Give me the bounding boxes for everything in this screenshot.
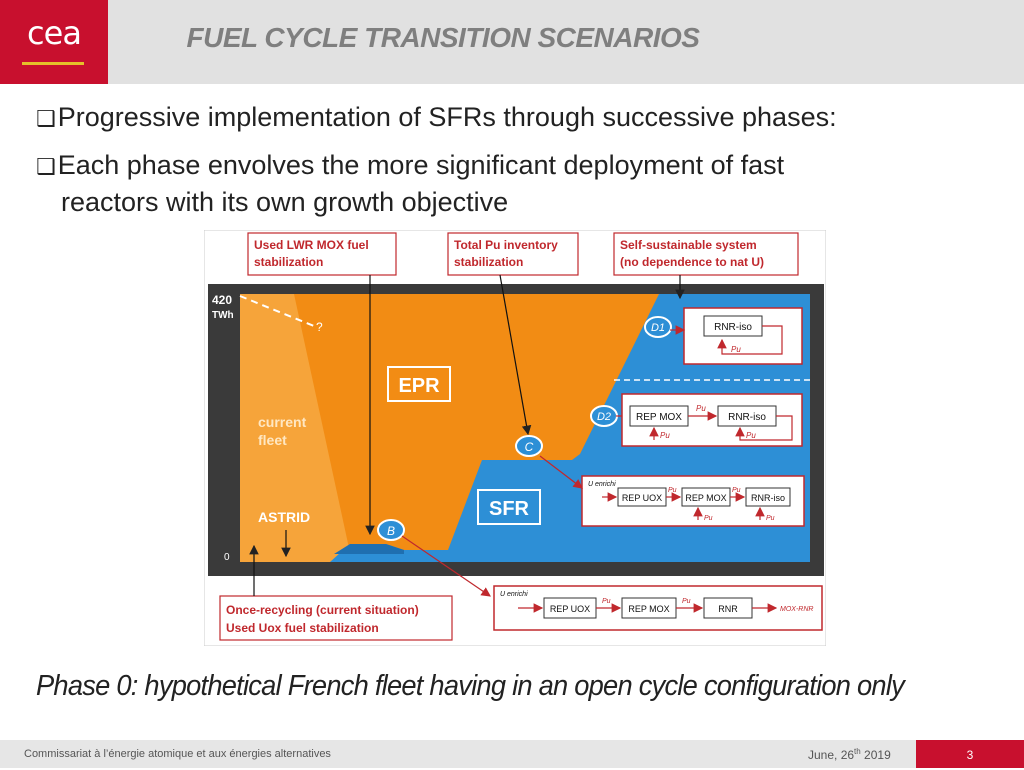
scheme-b-rep-mox: REP MOX	[628, 604, 670, 614]
bullet-text-line1: Each phase envolves the more significant deployment of fast	[57, 150, 785, 180]
scheme-c-rnr-iso: RNR-iso	[750, 493, 786, 503]
logo-text: cea	[27, 14, 81, 52]
callout-once-line1: Once-recycling (current situation)	[226, 603, 419, 617]
scheme-d1-pu: Pu	[731, 345, 741, 354]
transition-scenario-figure	[204, 230, 826, 646]
callout-pu-line1: Total Pu inventory	[454, 238, 558, 252]
sfr-label: SFR	[489, 498, 529, 520]
callout-self-line1: Self-sustainable system	[620, 238, 757, 252]
scheme-c-pu-3: Pu	[704, 515, 713, 522]
slide-title: FUEL CYCLE TRANSITION SCENARIOS	[186, 22, 700, 53]
bullet-text: Progressive implementation of SFRs through successive phases:	[57, 102, 837, 132]
callout-self-line2: (no dependence to nat U)	[620, 255, 764, 269]
marker-d1-label: D1	[650, 322, 666, 334]
bullet-each-phase	[36, 148, 996, 219]
scheme-d2-rep-mox: REP MOX	[636, 412, 682, 423]
scheme-d2-rnr-iso: RNR-iso	[728, 412, 766, 423]
scheme-d2-pu-mid: Pu	[696, 404, 706, 413]
footer-date	[808, 747, 891, 762]
scheme-c-pu-4: Pu	[766, 515, 775, 522]
scheme-d2-pu-right: Pu	[746, 431, 756, 440]
bullet-progressive	[36, 100, 996, 137]
callout-mox-line1: Used LWR MOX fuel	[254, 238, 369, 252]
current-fleet-label-1: current	[258, 414, 307, 430]
footer-date-sup: th	[854, 747, 861, 756]
footer-organization: Commissariat à l’énergie atomique et aux énergies alternatives	[24, 748, 331, 760]
phase-caption: Phase 0: hypothetical French fleet having in an open cycle configuration only	[36, 670, 905, 702]
callout-pu-line2: stabilization	[454, 255, 524, 269]
checkbox-bullet-icon: ❑	[36, 107, 56, 132]
scheme-b-pu-1: Pu	[602, 598, 611, 605]
callout-once-line2: Used Uox fuel stabilization	[226, 621, 379, 635]
scheme-d1-rnr-iso: RNR-iso	[714, 322, 752, 333]
page-number: 3	[916, 740, 1024, 768]
bullet-text-line2: reactors with its own growth objective	[61, 187, 509, 217]
marker-b-label: B	[386, 524, 396, 538]
astrid-label: ASTRID	[258, 509, 311, 525]
scheme-b-rep-uox: REP UOX	[549, 604, 591, 614]
scheme-c-pu-1: Pu	[668, 487, 677, 494]
scheme-b-u-label: U enrichi	[500, 591, 528, 598]
epr-label: EPR	[398, 375, 440, 397]
logo-underline	[22, 62, 84, 65]
footer-date-suffix: 2019	[860, 748, 891, 762]
scheme-b-pu-2: Pu	[682, 598, 691, 605]
header-bar	[0, 0, 1024, 84]
scheme-c-rep-mox: REP MOX	[685, 493, 727, 503]
footer-date-prefix: June, 26	[808, 748, 855, 762]
scheme-d2-pu-left: Pu	[660, 431, 670, 440]
footer-bar	[0, 740, 1024, 768]
scheme-b-out: MOX-RNR	[780, 606, 814, 613]
callout-mox-line2: stabilization	[254, 255, 324, 269]
question-mark: ?	[316, 320, 323, 334]
scheme-c-rep-uox: REP UOX	[621, 493, 663, 503]
scheme-b-rnr: RNR	[718, 604, 738, 614]
marker-c-label: C	[524, 440, 534, 454]
axis-top-value: 420	[212, 293, 233, 307]
scheme-c-pu-2: Pu	[732, 487, 741, 494]
current-fleet-label-2: fleet	[258, 432, 287, 448]
scheme-c-u-label: U enrichi	[588, 481, 616, 488]
axis-unit: TWh	[212, 310, 234, 321]
checkbox-bullet-icon: ❑	[36, 155, 56, 180]
marker-d2-label: D2	[596, 411, 612, 423]
axis-zero: 0	[224, 552, 230, 563]
